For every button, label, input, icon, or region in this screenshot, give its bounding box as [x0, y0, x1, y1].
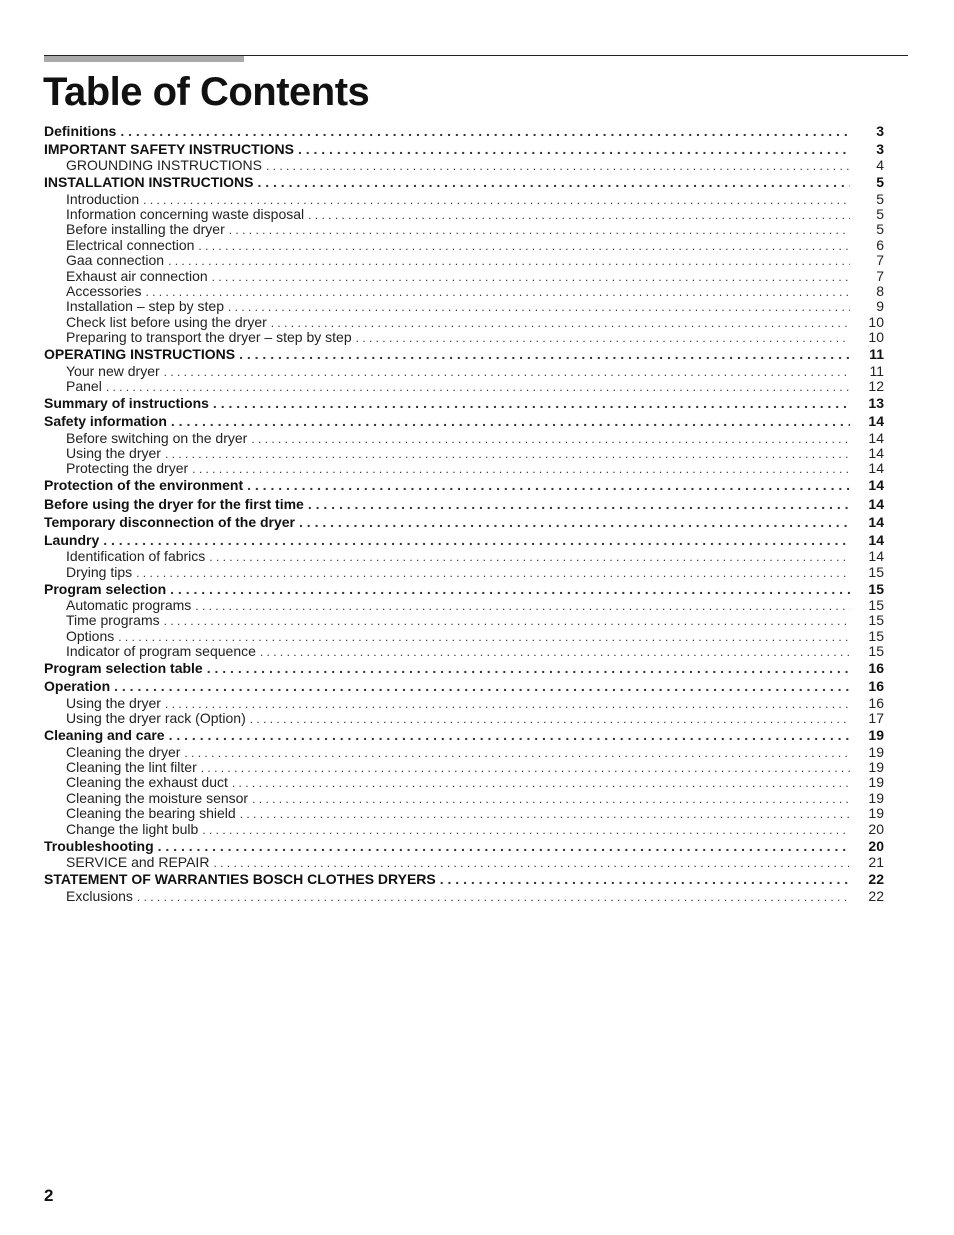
toc-dot-leader: [260, 645, 850, 659]
toc-dot-leader: [232, 776, 850, 790]
toc-subsection-entry[interactable]: [44, 822, 884, 837]
toc-entry-label: Troubleshooting: [44, 837, 154, 854]
toc-dot-leader: [164, 614, 850, 628]
toc-entry-label: Operation: [44, 678, 111, 695]
toc-entry-page: 5: [876, 222, 884, 238]
toc-entry-page: 22: [868, 888, 884, 904]
toc-entry-label: Laundry: [44, 531, 100, 548]
toc-subsection-entry[interactable]: [44, 364, 884, 379]
toc-dot-leader: [229, 223, 850, 237]
toc-entry-page: 21: [868, 855, 884, 871]
toc-entry-label: Cleaning the exhaust duct: [66, 775, 228, 791]
toc-entry-label: Preparing to transport the dryer – step by step: [66, 330, 352, 346]
toc-dot-leader: [213, 395, 850, 413]
toc-subsection-entry[interactable]: [44, 889, 884, 904]
toc-dot-leader: [184, 746, 850, 760]
toc-entry-label: Before using the dryer for the first time: [44, 495, 304, 512]
toc-entry-page: 3: [876, 122, 884, 139]
toc-entry-page: 8: [876, 284, 884, 300]
toc-entry-page: 7: [876, 268, 884, 284]
toc-subsection-entry[interactable]: [44, 269, 884, 284]
toc-entry-label: Cleaning the dryer: [66, 744, 181, 760]
toc-dot-leader: [158, 838, 850, 856]
toc-entry-label: IMPORTANT SAFETY INSTRUCTIONS: [44, 140, 294, 157]
toc-entry-label: Exhaust air connection: [66, 268, 208, 284]
toc-entry-label: Automatic programs: [66, 598, 192, 614]
toc-dot-leader: [103, 532, 850, 550]
toc-entry-page: 5: [876, 174, 884, 191]
toc-entry-page: 10: [868, 314, 884, 330]
toc-dot-leader: [136, 566, 850, 580]
toc-entry-page: 10: [868, 330, 884, 346]
toc-entry-label: Protecting the dryer: [66, 461, 189, 477]
toc-dot-leader: [164, 365, 850, 379]
toc-entry-label: Before switching on the dryer: [66, 430, 248, 446]
toc-entry-page: 14: [868, 446, 884, 462]
toc-section-entry[interactable]: [44, 660, 884, 678]
toc-subsection-entry[interactable]: [44, 446, 884, 461]
toc-subsection-entry[interactable]: [44, 613, 884, 628]
toc-entry-label: Safety information: [44, 413, 167, 430]
toc-entry-label: Program selection table: [44, 660, 203, 677]
toc-entry-page: 13: [868, 395, 884, 412]
toc-entry-label: Information concerning waste disposal: [66, 207, 305, 223]
toc-dot-leader: [299, 514, 850, 532]
toc-dot-leader: [308, 496, 850, 514]
toc-entry-page: 19: [868, 775, 884, 791]
toc-section-entry[interactable]: [44, 496, 884, 514]
toc-entry-page: 19: [868, 790, 884, 806]
toc-dot-leader: [228, 300, 850, 314]
toc-entry-page: 3: [876, 140, 884, 157]
toc-subsection-entry[interactable]: [44, 379, 884, 394]
toc-dot-leader: [440, 871, 850, 889]
toc-dot-leader: [266, 159, 850, 173]
toc-entry-label: INSTALLATION INSTRUCTIONS: [44, 174, 254, 191]
toc-dot-leader: [252, 792, 850, 806]
toc-dot-leader: [114, 678, 850, 696]
toc-entry-page: 11: [869, 346, 884, 363]
toc-entry-page: 11: [869, 363, 884, 379]
toc-dot-leader: [168, 254, 850, 268]
toc-entry-label: Before installing the dryer: [66, 222, 225, 238]
toc-entry-label: Using the dryer rack (Option): [66, 711, 246, 727]
toc-entry-label: Summary of instructions: [44, 395, 209, 412]
toc-entry-label: Change the light bulb: [66, 821, 199, 837]
toc-subsection-entry[interactable]: [44, 330, 884, 345]
toc-entry-page: 17: [868, 711, 884, 727]
toc-subsection-entry[interactable]: [44, 565, 884, 580]
toc-section-entry[interactable]: [44, 141, 884, 159]
page-number: 2: [44, 1186, 54, 1205]
toc-entry-page: 14: [868, 461, 884, 477]
toc-subsection-entry[interactable]: [44, 315, 884, 330]
toc-dot-leader: [145, 285, 850, 299]
toc-entry-label: GROUNDING INSTRUCTIONS: [66, 158, 262, 174]
toc-section-entry[interactable]: [44, 871, 884, 889]
toc-entry-label: Cleaning the bearing shield: [66, 806, 236, 822]
toc-dot-leader: [165, 447, 850, 461]
toc-dot-leader: [271, 316, 850, 330]
toc-entry-page: 16: [868, 660, 884, 677]
toc-section-entry[interactable]: [44, 678, 884, 696]
toc-dot-leader: [213, 856, 850, 870]
toc-entry-page: 19: [868, 744, 884, 760]
toc-entry-page: 20: [868, 821, 884, 837]
toc-dot-leader: [239, 346, 850, 364]
header-accent-bar: [44, 56, 244, 62]
toc-subsection-entry[interactable]: [44, 760, 884, 775]
toc-subsection-entry[interactable]: [44, 855, 884, 870]
toc-entry-label: Check list before using the dryer: [66, 314, 267, 330]
toc-entry-label: Accessories: [66, 284, 142, 300]
toc-entry-page: 15: [868, 580, 884, 597]
toc-entry-label: Exclusions: [66, 888, 133, 904]
toc-entry-page: 14: [868, 495, 884, 512]
toc-entry-page: 12: [868, 379, 884, 395]
toc-dot-leader: [143, 193, 850, 207]
toc-dot-leader: [202, 823, 850, 837]
toc-dot-leader: [171, 413, 850, 431]
toc-entry-label: Installation – step by step: [66, 299, 224, 315]
toc-subsection-entry[interactable]: [44, 598, 884, 613]
toc-entry-page: 19: [868, 806, 884, 822]
toc-entry-page: 15: [868, 564, 884, 580]
toc-dot-leader: [207, 660, 850, 678]
toc-entry-label: Panel: [66, 379, 102, 395]
toc-section-entry[interactable]: [44, 346, 884, 364]
toc-section-entry[interactable]: [44, 395, 884, 413]
toc-dot-leader: [165, 697, 850, 711]
toc-entry-label: Electrical connection: [66, 237, 195, 253]
toc-entry-page: 16: [868, 678, 884, 695]
toc-subsection-entry[interactable]: [44, 696, 884, 711]
toc-section-entry[interactable]: [44, 514, 884, 532]
toc-subsection-entry[interactable]: [44, 238, 884, 253]
toc-dot-leader: [169, 727, 850, 745]
toc-entry-label: Cleaning the lint filter: [66, 760, 197, 776]
toc-subsection-entry[interactable]: [44, 207, 884, 222]
toc-section-entry[interactable]: [44, 727, 884, 745]
toc-entry-label: Using the dryer: [66, 446, 161, 462]
toc-dot-leader: [137, 890, 850, 904]
page-title: Table of Contents: [43, 70, 370, 114]
toc-entry-label: Program selection: [44, 580, 167, 597]
toc-dot-leader: [170, 581, 850, 599]
toc-entry-label: STATEMENT OF WARRANTIES BOSCH CLOTHES DRYERS: [44, 871, 436, 888]
toc-dot-leader: [247, 477, 850, 495]
toc-entry-page: 7: [876, 253, 884, 269]
toc-entry-label: Time programs: [66, 613, 160, 629]
toc-dot-leader: [308, 208, 850, 222]
toc-entry-page: 19: [868, 760, 884, 776]
toc-dot-leader: [250, 712, 850, 726]
toc-entry-label: Indicator of program sequence: [66, 644, 256, 660]
toc-entry-page: 15: [868, 613, 884, 629]
toc-entry-page: 4: [876, 158, 884, 174]
toc-entry-label: Options: [66, 628, 115, 644]
toc-dot-leader: [106, 380, 850, 394]
toc-entry-page: 22: [868, 871, 884, 888]
toc-subsection-entry[interactable]: [44, 791, 884, 806]
toc-dot-leader: [212, 270, 850, 284]
toc-dot-leader: [120, 123, 850, 141]
toc-entry-page: 16: [868, 695, 884, 711]
toc-dot-leader: [201, 761, 850, 775]
toc-entry-page: 14: [868, 513, 884, 530]
toc-subsection-entry[interactable]: [44, 549, 884, 564]
toc-entry-label: Cleaning the moisture sensor: [66, 790, 249, 806]
toc-entry-label: Temporary disconnection of the dryer: [44, 513, 296, 530]
toc-subsection-entry[interactable]: [44, 158, 884, 173]
toc-entry-label: Definitions: [44, 122, 117, 139]
toc-entry-label: Introduction: [66, 191, 140, 207]
toc-subsection-entry[interactable]: [44, 806, 884, 821]
toc-entry-label: Protection of the environment: [44, 477, 244, 494]
toc-entry-label: Cleaning and care: [44, 727, 165, 744]
toc-subsection-entry[interactable]: [44, 745, 884, 760]
toc-entry-page: 14: [868, 413, 884, 430]
toc-dot-leader: [257, 174, 850, 192]
toc-section-entry[interactable]: [44, 532, 884, 550]
toc-entry-label: Using the dryer: [66, 695, 161, 711]
toc-entry-label: Identification of fabrics: [66, 549, 206, 565]
toc-dot-leader: [192, 462, 850, 476]
toc-subsection-entry[interactable]: [44, 431, 884, 446]
toc-section-entry[interactable]: [44, 581, 884, 599]
toc-entry-page: 15: [868, 644, 884, 660]
toc-entry-label: Gaa connection: [66, 253, 165, 269]
toc-entry-page: 20: [868, 837, 884, 854]
toc-entry-label: OPERATING INSTRUCTIONS: [44, 346, 236, 363]
toc-dot-leader: [198, 239, 850, 253]
toc-entry-label: SERVICE and REPAIR: [66, 855, 210, 871]
toc-dot-leader: [356, 331, 850, 345]
toc-entry-page: 19: [868, 727, 884, 744]
toc-subsection-entry[interactable]: [44, 284, 884, 299]
toc-dot-leader: [240, 807, 850, 821]
toc-entry-page: 15: [868, 598, 884, 614]
toc-subsection-entry[interactable]: [44, 775, 884, 790]
toc-entry-page: 14: [868, 531, 884, 548]
toc-subsection-entry[interactable]: [44, 629, 884, 644]
toc-entry-page: 14: [868, 549, 884, 565]
toc-entry-page: 9: [876, 299, 884, 315]
toc-subsection-entry[interactable]: [44, 644, 884, 659]
toc-dot-leader: [251, 432, 850, 446]
toc-dot-leader: [298, 141, 850, 159]
toc-entry-label: Drying tips: [66, 564, 133, 580]
toc-section-entry[interactable]: [44, 838, 884, 856]
toc-dot-leader: [118, 630, 850, 644]
toc-entry-label: Your new dryer: [66, 363, 160, 379]
toc-subsection-entry[interactable]: [44, 461, 884, 476]
toc-dot-leader: [209, 550, 850, 564]
toc-section-entry[interactable]: [44, 123, 884, 141]
toc-entry-page: 15: [868, 628, 884, 644]
toc-section-entry[interactable]: [44, 477, 884, 495]
toc-entry-page: 14: [868, 430, 884, 446]
toc-subsection-entry[interactable]: [44, 253, 884, 268]
toc-entry-page: 14: [868, 477, 884, 494]
toc-entry-page: 5: [876, 207, 884, 223]
toc-entry-page: 6: [876, 237, 884, 253]
toc-subsection-entry[interactable]: [44, 711, 884, 726]
toc-section-entry[interactable]: [44, 174, 884, 192]
toc-dot-leader: [195, 599, 850, 613]
toc-section-entry[interactable]: [44, 413, 884, 431]
toc-subsection-entry[interactable]: [44, 222, 884, 237]
toc-subsection-entry[interactable]: [44, 299, 884, 314]
table-of-contents: [44, 122, 884, 904]
toc-entry-page: 5: [876, 191, 884, 207]
toc-subsection-entry[interactable]: [44, 192, 884, 207]
